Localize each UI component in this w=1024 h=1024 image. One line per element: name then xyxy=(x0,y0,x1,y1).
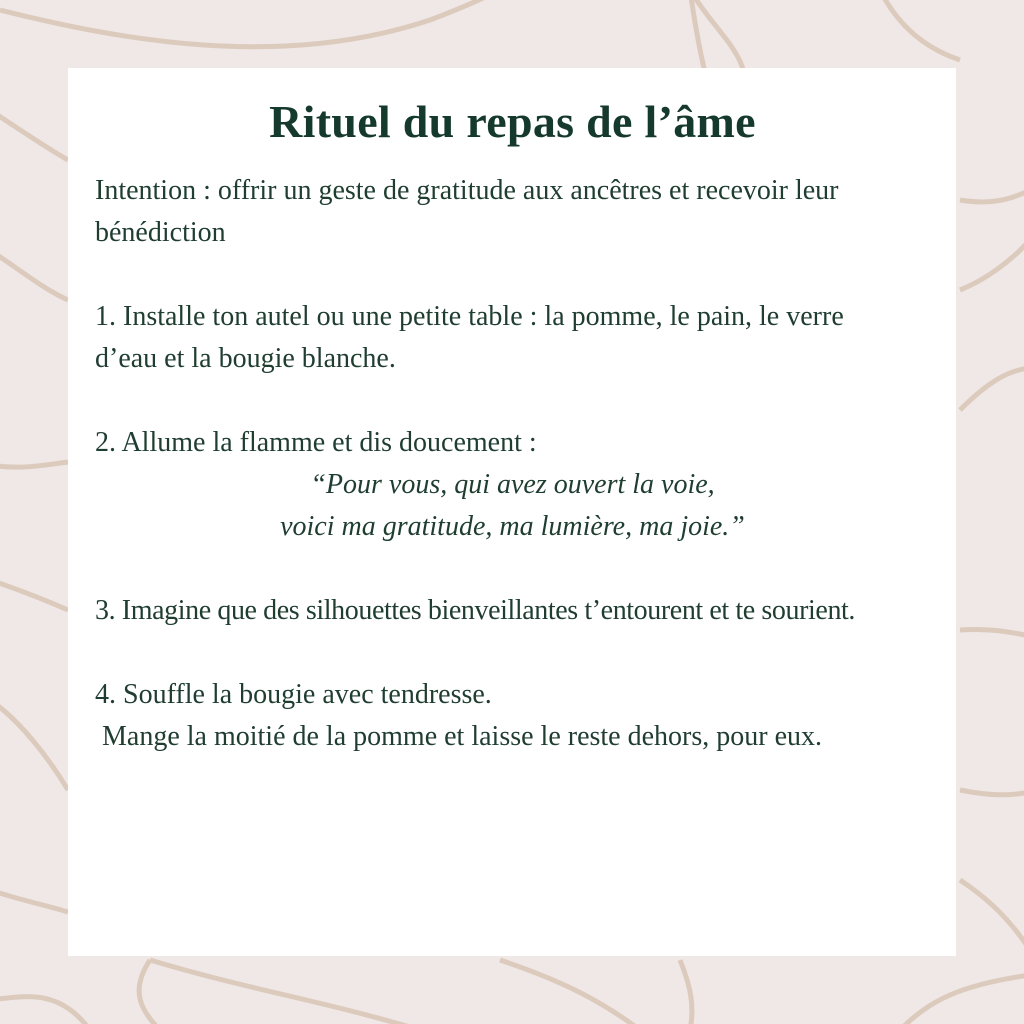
intention-line-1: Intention : offrir un geste de gratitude aux ancêtres et recevoir leur xyxy=(95,175,839,206)
step-4 xyxy=(95,674,930,758)
blessing-quote xyxy=(95,464,930,548)
intention-line-2: bénédiction xyxy=(95,217,226,248)
step-1-line-2: d’eau et la bougie blanche. xyxy=(95,343,396,374)
spacer xyxy=(95,632,930,674)
intention-text xyxy=(95,170,930,254)
step-1 xyxy=(95,296,930,380)
spacer xyxy=(95,548,930,590)
quote-line-2: voici ma gratitude, ma lumière, ma joie.” xyxy=(280,511,745,542)
step-2 xyxy=(95,422,930,464)
page-title: Rituel du repas de l’âme xyxy=(269,96,756,147)
step-3-line-1: 3. Imagine que des silhouettes bienveillantes t’entourent et te sourient. xyxy=(95,595,856,626)
step-2-line-1: 2. Allume la flamme et dis doucement : xyxy=(95,427,537,458)
spacer xyxy=(95,380,930,422)
ritual-card xyxy=(68,68,956,956)
quote-line-1: “Pour vous, qui avez ouvert la voie, xyxy=(310,469,715,500)
step-3 xyxy=(95,590,930,632)
step-1-line-1: 1. Installe ton autel ou une petite table : la pomme, le pain, le verre xyxy=(95,301,844,332)
step-4-line-1: 4. Souffle la bougie avec tendresse. xyxy=(95,679,492,710)
spacer xyxy=(95,254,930,296)
step-4-line-2: Mange la moitié de la pomme et laisse le reste dehors, pour eux. xyxy=(95,721,823,752)
